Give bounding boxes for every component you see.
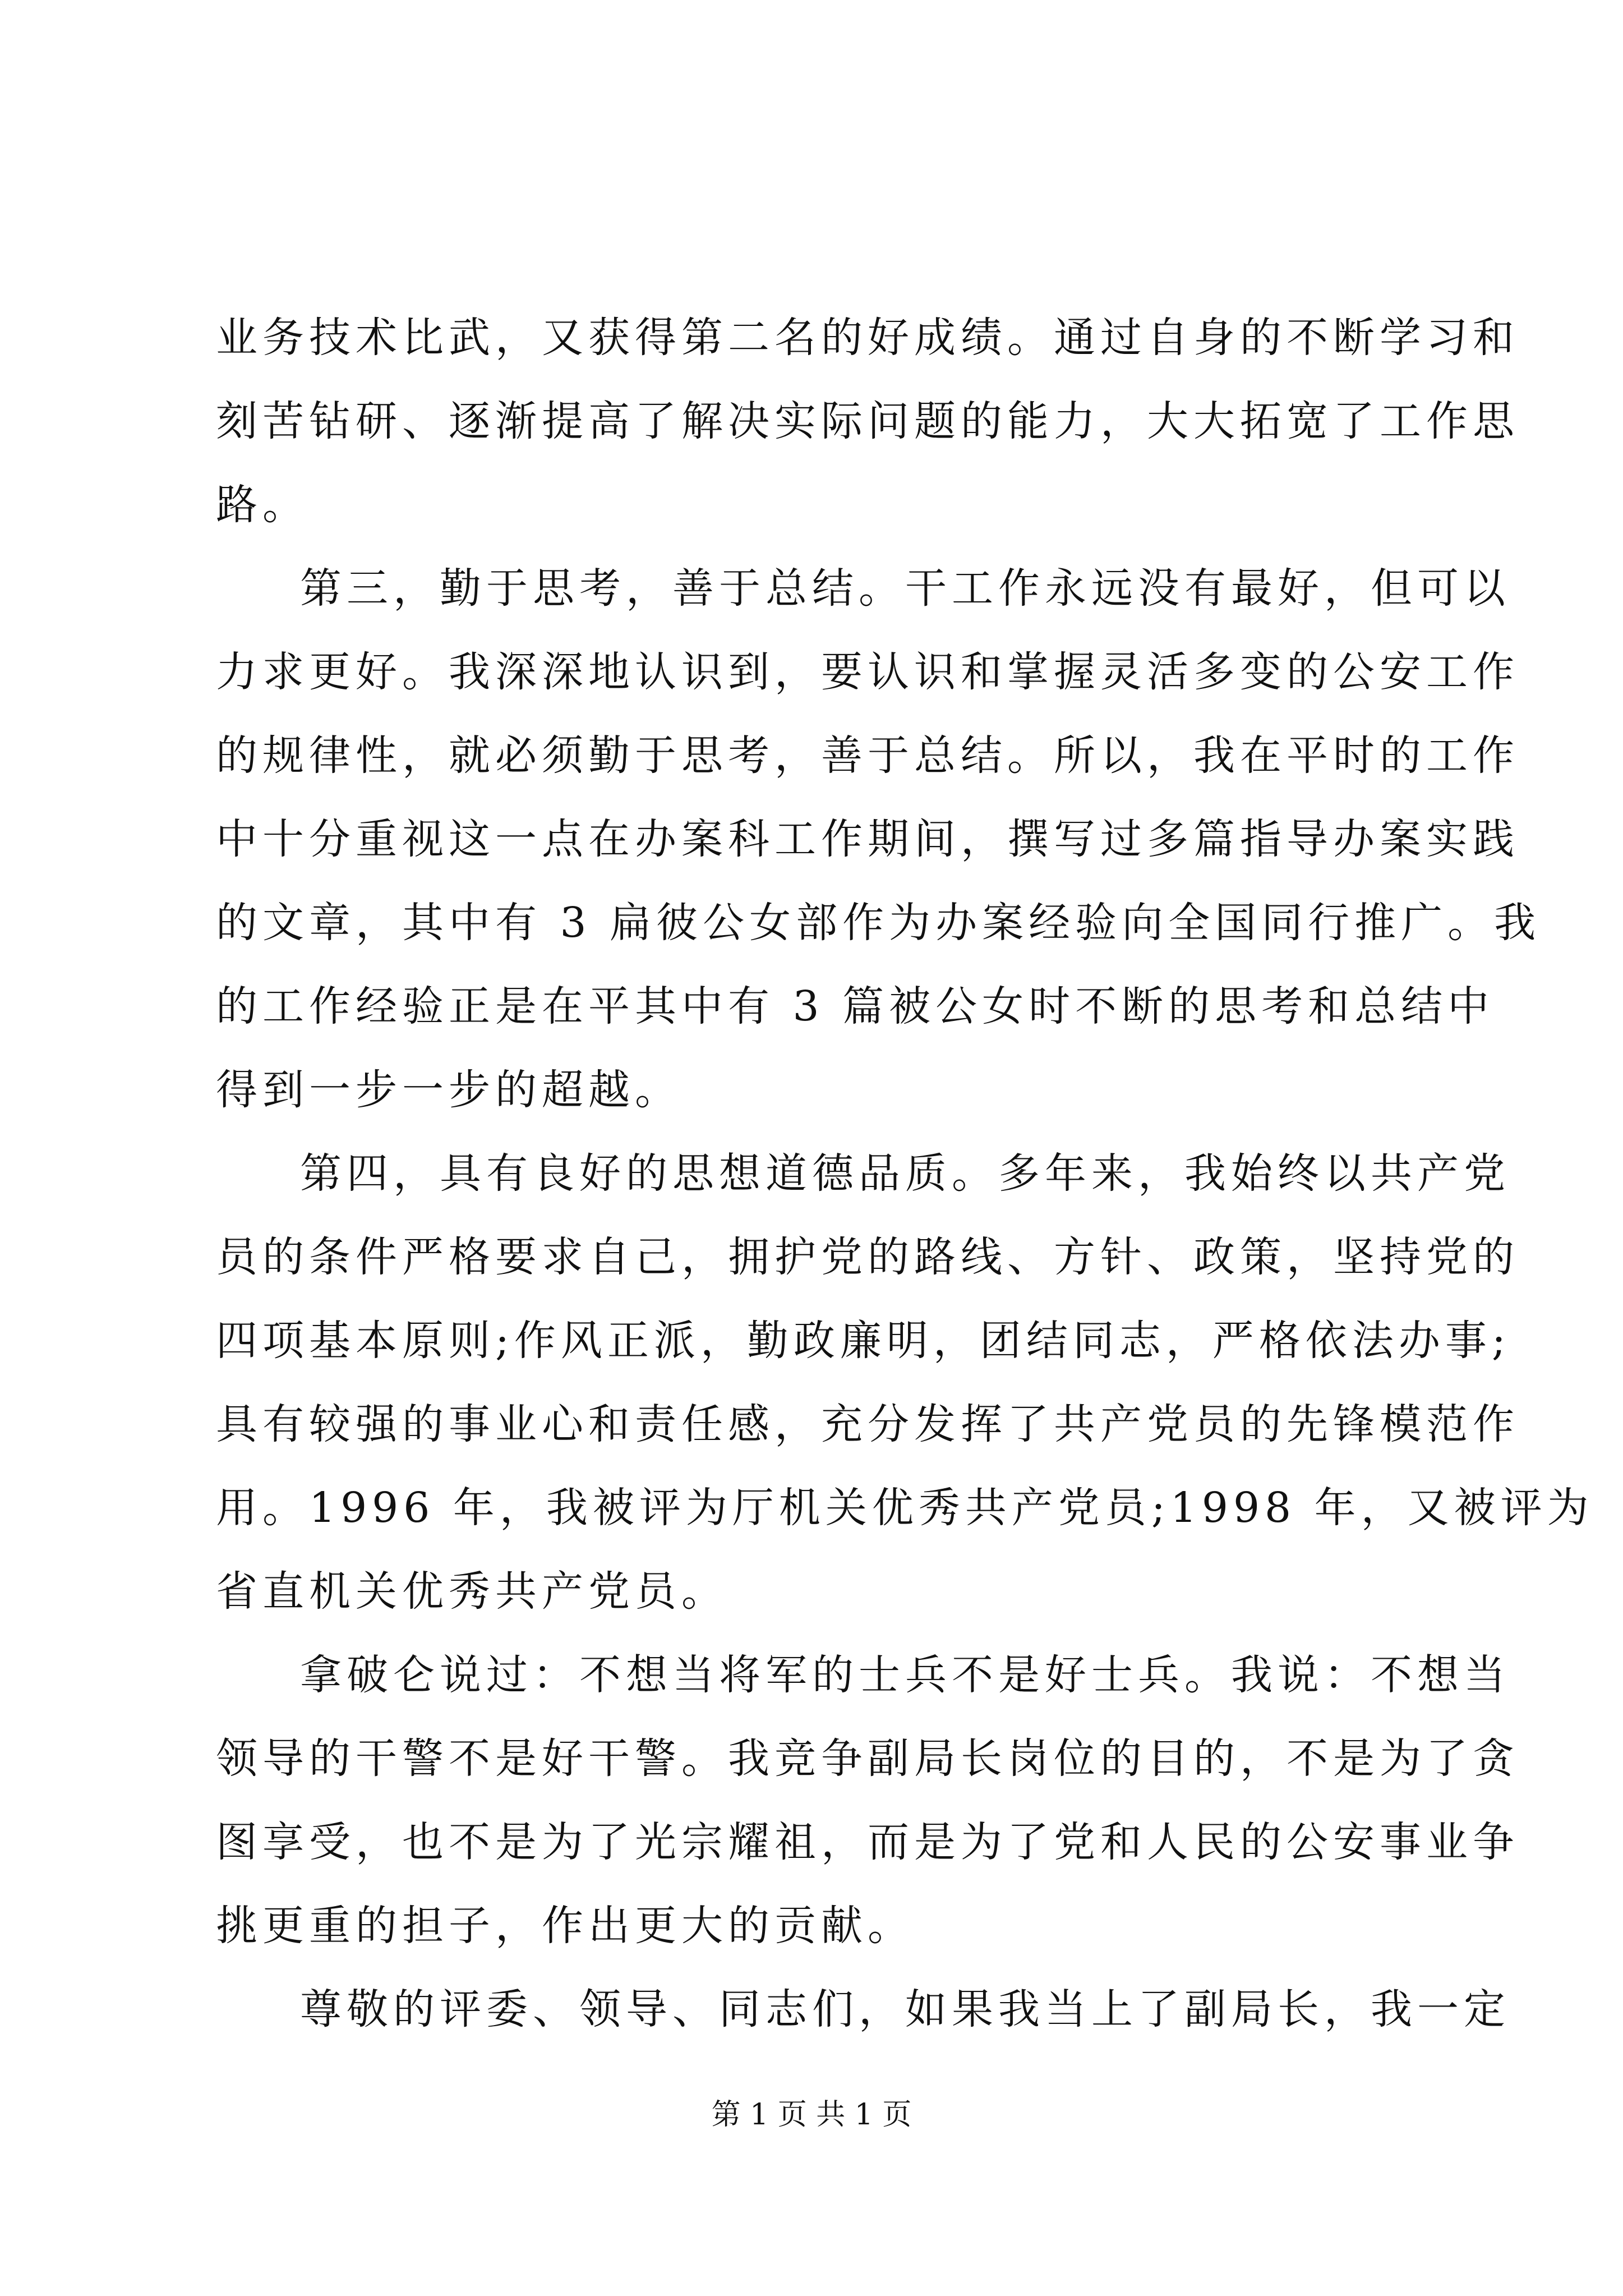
text-line: 刻苦钻研、逐渐提高了解决实际问题的能力，大大拓宽了工作思	[216, 397, 1519, 445]
text-line: 的工作经验正是在平其中有 3 篇被公女时不断的思考和总结中	[216, 982, 1495, 1030]
text-line: 领导的干警不是好干警。我竞争副局长岗位的目的，不是为了贪	[216, 1734, 1519, 1783]
paragraph	[216, 1968, 1510, 2051]
paragraph	[216, 1634, 1519, 1968]
text-line: 省直机关优秀共产党员。	[216, 1567, 728, 1616]
text-line: 拿破仑说过：不想当将军的士兵不是好士兵。我说：不想当	[300, 1651, 1510, 1699]
text-line: 图享受，也不是为了光宗耀祖，而是为了党和人民的公安事业争	[216, 1818, 1519, 1866]
document-body	[216, 296, 1594, 2051]
text-line: 员的条件严格要求自己，拥护党的路线、方针、政策，坚持党的	[216, 1233, 1519, 1281]
paragraph	[216, 547, 1541, 1132]
text-line: 路。	[216, 481, 309, 529]
text-line: 第四，具有良好的思想道德品质。多年来，我始终以共产党	[300, 1149, 1510, 1198]
text-line: 第三，勤于思考，善于总结。干工作永远没有最好，但可以	[300, 564, 1510, 613]
text-line: 的文章，其中有 3 扁彼公女部作为办案经验向全国同行推广。我	[216, 899, 1541, 947]
text-line: 业务技术比武，又获得第二名的好成绩。通过自身的不断学习和	[216, 314, 1519, 362]
text-line: 具有较强的事业心和责任感，充分发挥了共产党员的先锋模范作	[216, 1400, 1519, 1448]
text-line: 尊敬的评委、领导、同志们，如果我当上了副局长，我一定	[300, 1985, 1510, 2033]
page-footer: 第 1 页 共 1 页	[711, 2098, 912, 2132]
text-line: 的规律性，就必须勤于思考，善于总结。所以，我在平时的工作	[216, 731, 1519, 780]
paragraph	[216, 296, 1519, 547]
text-line: 得到一步一步的超越。	[216, 1066, 681, 1114]
text-line: 用。1996 年，我被评为厅机关优秀共产党员;1998 年，又被评为	[216, 1484, 1594, 1532]
text-line: 中十分重视这一点在办案科工作期间，撰写过多篇指导办案实践	[216, 815, 1519, 863]
paragraph	[216, 1132, 1594, 1634]
text-line: 挑更重的担子，作出更大的贡献。	[216, 1902, 914, 1950]
text-line: 四项基本原则;作风正派，勤政廉明，团结同志，严格依法办事;	[216, 1317, 1511, 1365]
text-line: 力求更好。我深深地认识到，要认识和掌握灵活多变的公安工作	[216, 648, 1519, 696]
